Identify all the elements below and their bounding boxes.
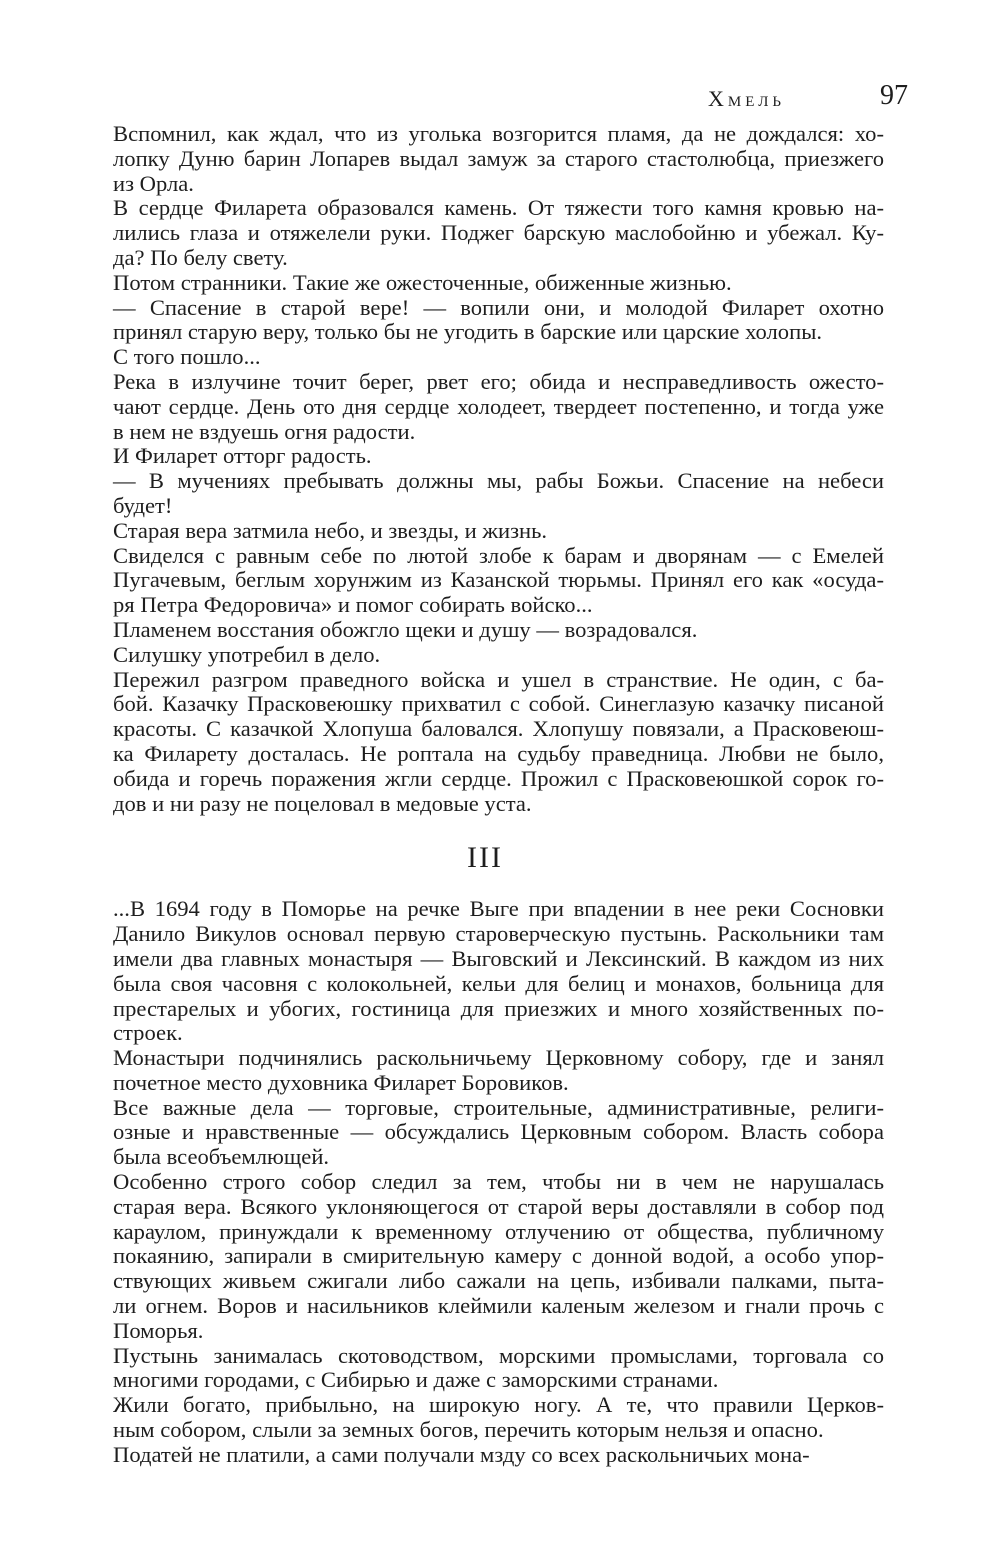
paragraph — [86, 196, 884, 270]
text-part-2 — [86, 897, 884, 1467]
text-line: ли огнем. Воров и насильников клеймили каленым железом и гнали прочь с — [113, 1293, 884, 1319]
text-line: Силушку употребил в дело. — [113, 641, 381, 667]
text-line: старая вера. Всякого уклоняющегося от старой веры доставляли в собор под — [113, 1193, 884, 1219]
text-line: Поморья. — [113, 1317, 204, 1343]
paragraph — [86, 444, 884, 469]
paragraph — [86, 271, 884, 296]
text-line: Пустынь занималась скотоводством, морскими промыслами, торговала со — [113, 1342, 884, 1368]
text-line: была своя часовня с колокольней, кельи для белиц и монахов, больница для — [113, 970, 884, 996]
text-line: бой. Казачку Прасковеюшку прихватил с собой. Синеглазую казачку писаной — [113, 691, 884, 717]
text-line: Податей не платили, а сами получали мзду со всех раскольничьих мона- — [113, 1441, 810, 1467]
text-line: имели два главных монастыря — Выговский и Лексинский. В каждом из них — [113, 945, 884, 971]
paragraph — [86, 643, 884, 668]
text-line: обида и горечь поражения жгли сердце. Прожил с Прасковеюшкой сорок го- — [113, 765, 884, 791]
text-line: красоты. С казачкой Хлопуша баловался. Хлопушу повязали, а Прасковеюш- — [113, 716, 884, 742]
text-line: ствующих живьем сжигали либо сажали на цепь, избивали палками, пыта- — [113, 1268, 884, 1294]
text-line: строек. — [113, 1020, 183, 1046]
text-line: Старая вера затмила небо, и звезды, и жизнь. — [113, 517, 548, 543]
text-line: Вспомнил, как ждал, что из уголька возгорится пламя, да не дождался: хо- — [113, 121, 884, 146]
text-line: караулом, принуждали к временному отлучению от общества, публичному — [113, 1218, 884, 1244]
text-line: принял старую веру, только бы не угодить в барские или царские холопы. — [113, 319, 823, 345]
paragraph — [86, 897, 884, 1046]
paragraph — [86, 1344, 884, 1394]
paragraph — [86, 345, 884, 370]
paragraph — [86, 1096, 884, 1170]
text-line: Потом странники. Такие же ожесточенные, обиженные жизнью. — [113, 269, 732, 295]
text-line: была всеобъемлющей. — [113, 1144, 330, 1170]
text-line: Пережил разгром праведного войска и ушел в странствие. Не один, с ба- — [113, 666, 884, 692]
text-line: будет! — [113, 492, 173, 518]
text-line: Река в излучине точит берег, рвет его; обида и несправедливость ожесто- — [113, 368, 884, 394]
text-line: дов и ни разу не поцеловал в медовые уста. — [113, 790, 532, 816]
text-line: И Филарет отторг радость. — [113, 443, 372, 469]
text-line: С того пошло... — [113, 344, 261, 370]
text-line: многими городами, с Сибирью и даже с заморскими странами. — [113, 1367, 719, 1393]
text-line: Особенно строго собор следил за тем, чтобы ни в чем не нарушалась — [113, 1169, 884, 1195]
paragraph — [86, 1046, 884, 1096]
text-line: да? По белу свету. — [113, 244, 288, 270]
paragraph — [86, 296, 884, 346]
text-column — [86, 122, 884, 1468]
paragraph — [86, 1443, 884, 1468]
text-line: — В мучениях пребывать должны мы, рабы Божьи. Спасение на небеси — [113, 468, 884, 494]
paragraph — [86, 469, 884, 519]
text-line: из Орла. — [113, 170, 194, 196]
text-line: Пламенем восстания обожгло щеки и душу — возрадовался. — [113, 616, 698, 642]
text-part-1 — [86, 122, 884, 816]
text-line: в нем не вздуешь огня радости. — [113, 418, 416, 444]
text-line: покаянию, запирали в смирительную камеру с донной водой, а особо упор- — [113, 1243, 884, 1269]
text-line: лились глаза и отяжелели руки. Поджег барскую маслобойню и убежал. Ку- — [113, 220, 884, 246]
paragraph — [86, 519, 884, 544]
text-line: ка Филарету досталась. Не роптала на судьбу праведница. Любви не было, — [113, 740, 884, 766]
text-line: Монастыри подчинялись раскольничьему Церковному собору, где и занял — [113, 1045, 884, 1071]
text-line: — Спасение в старой вере! — вопили они, и молодой Филарет охотно — [113, 294, 884, 320]
text-line: чают сердце. День ото дня сердце холодеет, твердеет постепенно, и тогда уже — [113, 393, 884, 419]
text-line: лопку Дуню барин Лопарев выдал замуж за старого стастолюбца, приезжего — [113, 145, 884, 171]
section-heading: III — [467, 841, 503, 875]
paragraph — [86, 544, 884, 618]
text-line: Свиделся с равным себе по лютой злобе к барам и дворянам — с Емелей — [113, 542, 884, 568]
paragraph — [86, 1393, 884, 1443]
text-line: озные и нравственные — обсуждались Церковным собором. Власть собора — [113, 1119, 884, 1145]
text-line: Данило Викулов основал первую староверческую пустынь. Раскольники там — [113, 921, 884, 947]
paragraph — [86, 1170, 884, 1344]
text-line: В сердце Филарета образовался камень. От тяжести того камня кровью на- — [113, 195, 884, 221]
text-line: ря Петра Федоровича» и помог собирать войско... — [113, 592, 593, 618]
text-line: Жили богато, прибыльно, на широкую ногу. А те, что правили Церков- — [113, 1392, 884, 1418]
paragraph — [86, 668, 884, 817]
paragraph — [86, 618, 884, 643]
page-number: 97 — [880, 80, 908, 111]
paragraph — [86, 370, 884, 444]
text-line: почетное место духовника Филарет Боровиков. — [113, 1069, 569, 1095]
text-line: ным собором, слыли за земных богов, перечить которым нельзя и опасно. — [113, 1417, 824, 1443]
running-head: Хмель — [708, 86, 785, 111]
text-line: Все важные дела — торговые, строительные, административные, религи- — [113, 1094, 884, 1120]
text-line: Пугачевым, беглым хорунжим из Казанской тюрьмы. Принял его как «осуда- — [113, 567, 884, 593]
paragraph — [86, 122, 884, 196]
text-line: престарелых и убогих, гостиница для приезжих и много хозяйственных по- — [113, 995, 884, 1021]
text-line: ...В 1694 году в Поморье на речке Выге при впадении в нее реки Сосновки — [113, 896, 884, 922]
